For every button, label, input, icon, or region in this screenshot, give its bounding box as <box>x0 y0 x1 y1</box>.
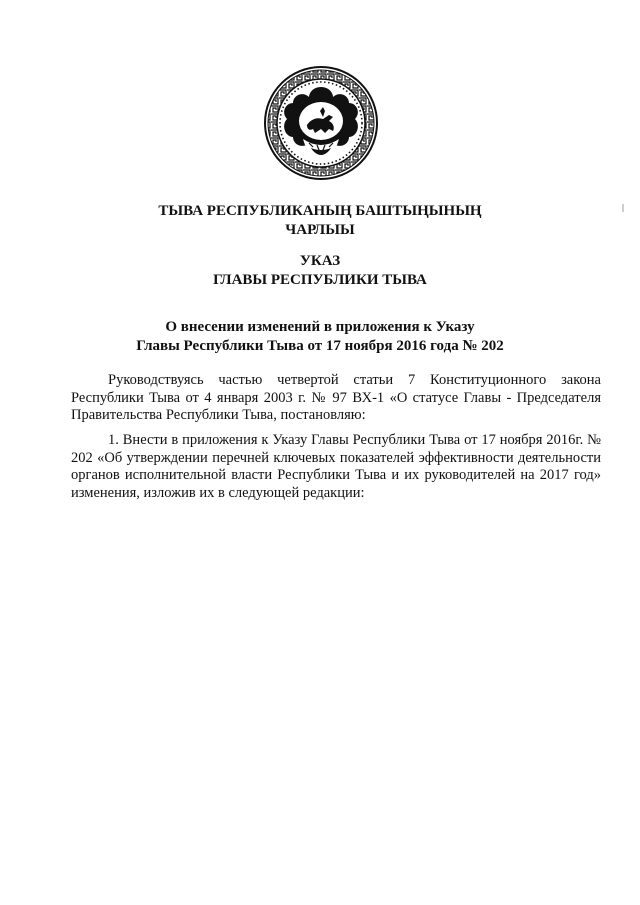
preamble-paragraph: Руководствуясь частью четвертой статьи 7 Конституционного закона Республики Тыва от 4 января 2003 г. № 97 ВХ-1 «О статусе Главы - Председателя Правительства Республики Тыва, постановляю: <box>71 372 601 423</box>
tuva-coat-of-arms-icon <box>263 65 379 181</box>
tuva-title-line2: ЧАРЛЫЫ <box>285 222 355 238</box>
ukaz-title <box>0 252 640 290</box>
item-1-paragraph: 1. Внести в приложения к Указу Главы Республики Тыва от 17 ноября 2016г. № 202 «Об утверждении перечней ключевых показателей эффективности деятельности органов исполнительной власти Республики Тыва и их руководителей на 2017 год» изменения, изложив их в следующей редакции: <box>71 432 601 501</box>
scan-artifact <box>622 204 624 212</box>
tuva-title-line1: ТЫВА РЕСПУБЛИКАНЫҢ БАШТЫҢЫНЫҢ <box>158 203 482 219</box>
decree-subject-line2: Главы Республики Тыва от 17 ноября 2016 года № 202 <box>136 338 504 354</box>
tuva-title <box>0 202 640 240</box>
ukaz-title-line1: УКАЗ <box>299 253 341 269</box>
coat-of-arms-emblem <box>263 65 379 181</box>
ukaz-title-line2: ГЛАВЫ РЕСПУБЛИКИ ТЫВА <box>213 272 427 288</box>
decree-subject-line1: О внесении изменений в приложения к Указу <box>165 319 475 335</box>
decree-subject <box>0 318 640 356</box>
